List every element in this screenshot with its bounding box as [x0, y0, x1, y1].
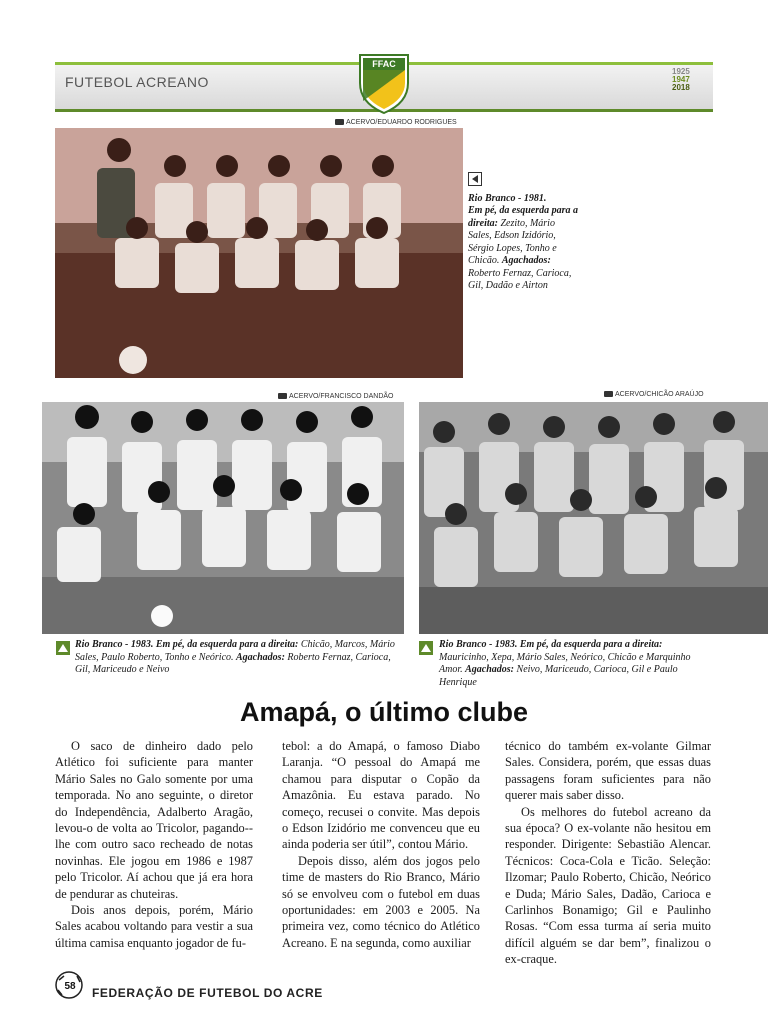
- paragraph: Dois anos depois, porém, Mário Sales acabou voltando para vestir a sua última camisa enquanto jogador de fu-: [55, 903, 253, 950]
- year-founded: 1925: [672, 67, 690, 76]
- section-title: FUTEBOL ACREANO: [65, 74, 209, 90]
- caption-1983-left: Rio Branco - 1983. Em pé, da esquerda para a direita: Chicão, Marcos, Mário Sales, Paulo Roberto, Tonho e Neórico. Agachados: Roberto Fernaz, Carioca, Gil, Mariceudo e Neivo: [75, 639, 395, 675]
- page-number: 58: [64, 981, 76, 992]
- paragraph: técnico do também ex-volante Gilmar Sales. Considera, porém, que essas duas passagens foram suficientes para não querer mais saber disso.: [505, 739, 711, 803]
- article-column-3: [505, 738, 711, 968]
- triangle-up-icon: [56, 641, 70, 655]
- crest-text: FFAC: [372, 59, 396, 69]
- paragraph: Depois disso, além dos jogos pelo time de masters do Rio Branco, Mário só se envolveu com o futebol em duas oportunidades: em 2003 e 2005. Na primeira vez, como técnico do Atlético Acreano. E na segunda, como auxiliar: [282, 853, 480, 950]
- paragraph: O saco de dinheiro dado pelo Atlético foi suficiente para manter Mário Sales no Galo somente por uma temporada. No ano seguinte, o diretor do Independência, Adalberto Aragão, levou-o de volta ao Tricolor, pagando--lhe com outro saco recheado de notas novinhas. Ele jogou em 1986 e 1987 pelo Tricolor. Aí achou que já era hora de pendurar as chuteiras.: [55, 739, 253, 901]
- camera-icon: [335, 119, 344, 125]
- footer-organization: FEDERAÇÃO DE FUTEBOL DO ACRE: [92, 986, 323, 1000]
- article-column-1: [55, 738, 253, 951]
- paragraph: tebol: a do Amapá, o famoso Diabo Laranja. “O pessoal do Amapá me chamou para disputar o Copão da Amazônia. Eu estava parado. No começo, recusei o convite. Mas depois o Edson Izidório me convenceu que eu ainda poderia ser útil”, contou Mário.: [282, 739, 480, 852]
- ffac-crest-logo: [358, 53, 410, 115]
- caption-1983-right: Rio Branco - 1983. Em pé, da esquerda para a direita: Mauricinho, Xepa, Mário Sales, Neórico, Chicão e Marquinho Amor. Agachados: Neivo, Mariceudo, Carioca, Gil e Paulo Henrique: [439, 639, 691, 688]
- article-title: Amapá, o último clube: [239, 697, 529, 727]
- page-number-ball: [55, 971, 83, 999]
- photo-credit-left: ACERVO/FRANCISCO DANDÃO: [278, 393, 394, 400]
- caption-1981: Rio Branco - 1981. Em pé, da esquerda para a direita: Zezito, Mário Sales, Edson Izidório, Sérgio Lopes, Tonho e Chicão. Agachados: Roberto Fernaz, Carioca, Gil, Dadão e Airton: [468, 172, 578, 293]
- camera-icon: [278, 393, 287, 399]
- years-badge: [672, 68, 690, 92]
- triangle-up-icon: [419, 641, 433, 655]
- arrow-left-icon: [468, 172, 482, 186]
- paragraph: Os melhores do futebol acreano da sua época? O ex-volante não hesitou em responder. Dirigente: Sebastião Alencar. Técnicos: Coca-Cola e Ticão. Seleção: Ilzomar; Paulo Roberto, Chicão, Neórico e Duda; Mário Sales, Dadão, Carioca e Carlinhos Bonamigo; Gil e Paulinho Rosas. “Com essa turma aí seria muito difícil alguém se dar bem”, finalizou o ex-craque.: [505, 804, 711, 967]
- team-photo-1983-b: [419, 402, 768, 634]
- year-mid: 1947: [672, 75, 690, 84]
- camera-icon: [604, 391, 613, 397]
- photo-credit-right: ACERVO/CHICÃO ARAÚJO: [604, 391, 704, 398]
- article-column-2: [282, 738, 480, 951]
- year-current: 2018: [672, 83, 690, 92]
- team-photo-1981: [55, 128, 463, 378]
- team-photo-1983-a: [42, 402, 404, 634]
- photo-credit-top: ACERVO/EDUARDO RODRIGUES: [335, 119, 457, 126]
